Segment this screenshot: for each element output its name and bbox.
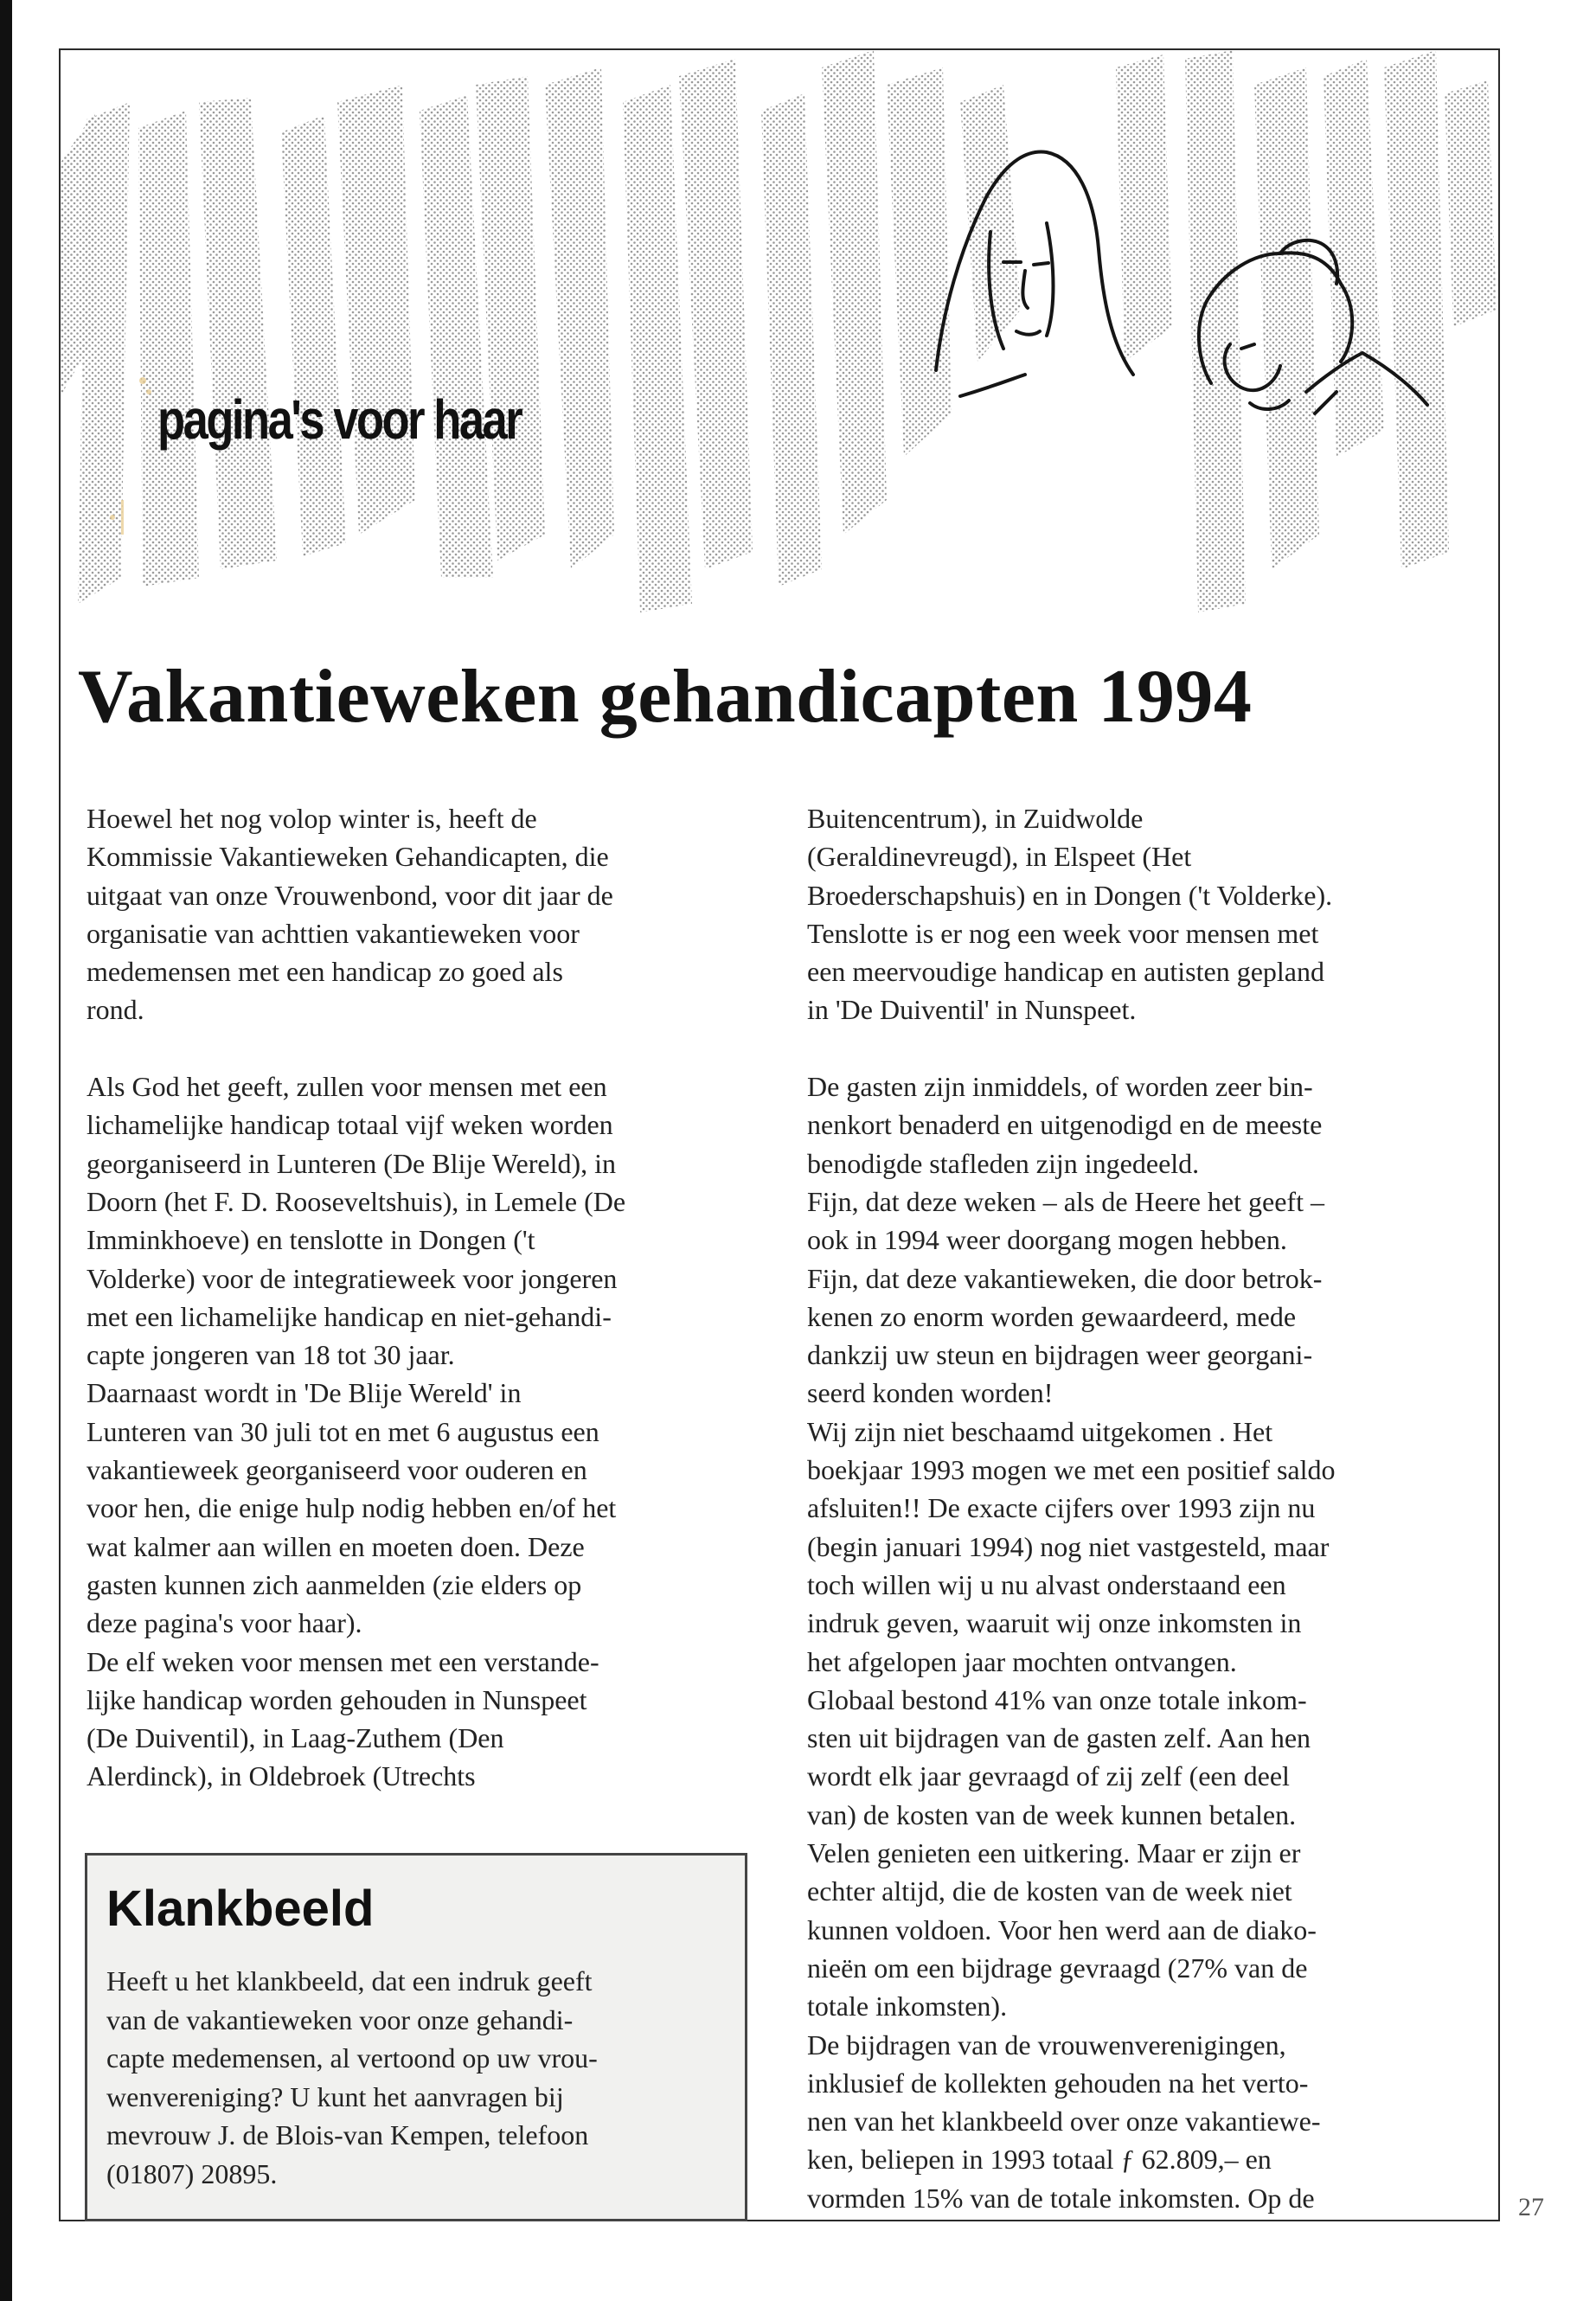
dotted-streaks [61, 50, 1497, 612]
text-line: lichamelijke handicap totaal vijf weken worden [87, 1109, 613, 1141]
klankbeeld-body [106, 1962, 729, 2193]
text-line: De bijdragen van de vrouwenverenigingen, [807, 2029, 1286, 2061]
text-line: vakantieweek georganiseerd voor ouderen en [87, 1454, 587, 1486]
text-line: indruk geven, waaruit wij onze inkomsten in [807, 1607, 1302, 1639]
klankbeeld-line: mevrouw J. de Blois-van Kempen, telefoon [106, 2119, 589, 2150]
text-line: totale inkomsten). [807, 1990, 1008, 2022]
text-line: (begin januari 1994) nog niet vastgesteld, maar [807, 1530, 1330, 1562]
text-line: sten uit bijdragen van de gasten zelf. Aan hen [807, 1722, 1311, 1754]
text-line: Kommissie Vakantieweken Gehandicapten, die [87, 841, 609, 873]
article-right-column [807, 799, 1473, 2217]
text-line: organisatie van achttien vakantieweken voor [87, 917, 580, 949]
text-line: Buitencentrum), in Zuidwolde [807, 803, 1144, 834]
klankbeeld-line: Heeft u het klankbeeld, dat een indruk geeft [106, 1965, 593, 1997]
text-line: medemensen met een handicap zo goed als [87, 956, 563, 988]
text-line: Fijn, dat deze weken – als de Heere het geeft – [807, 1185, 1324, 1217]
text-line: Als God het geeft, zullen voor mensen met een [87, 1071, 607, 1103]
text-line: vormden 15% van de totale inkomsten. Op de [807, 2182, 1315, 2214]
text-line: kenen zo enorm worden gewaardeerd, mede [807, 1300, 1297, 1332]
text-line: Broederschapshuis) en in Dongen ('t Volderke). [807, 879, 1333, 911]
binding-edge [0, 0, 12, 2301]
text-line: dankzij uw steun en bijdragen weer georgani- [807, 1339, 1313, 1371]
text-line: deze pagina's voor haar). [87, 1607, 362, 1639]
text-line: Tenslotte is er nog een week voor mensen met [807, 917, 1319, 949]
klankbeeld-title: Klankbeeld [106, 1881, 375, 1937]
text-line: nenkort benaderd en uitgenodigd en de meeste [807, 1109, 1323, 1141]
text-line: lijke handicap worden gehouden in Nunspeet [87, 1683, 587, 1715]
text-line: wordt elk jaar gevraagd of zij zelf (een deel [807, 1760, 1290, 1792]
text-line: Volderke) voor de integratieweek voor jongeren [87, 1262, 618, 1294]
text-line: van) de kosten van de week kunnen betalen. [807, 1798, 1297, 1830]
text-line: echter altijd, die de kosten van de week niet [807, 1875, 1292, 1907]
text-line: inklusief de kollekten gehouden na het verto- [807, 2067, 1309, 2099]
text-line: georganiseerd in Lunteren (De Blije Wereld), in [87, 1147, 617, 1179]
section-label: pagina's voor haar [157, 388, 522, 451]
text-line: boekjaar 1993 mogen we met een positief saldo [807, 1454, 1336, 1486]
text-line: gasten kunnen zich aanmelden (zie elders op [87, 1568, 582, 1600]
text-line: rond. [87, 994, 144, 1026]
text-line: capte jongeren van 18 tot 30 jaar. [87, 1339, 455, 1371]
klankbeeld-line: wenvereniging? U kunt het aanvragen bij [106, 2080, 564, 2112]
text-line: Doorn (het F. D. Rooseveltshuis), in Lemele (De [87, 1185, 626, 1217]
text-line: Velen genieten een uitkering. Maar er zijn er [807, 1837, 1301, 1869]
paragraph-break [807, 1029, 1473, 1067]
text-line: De elf weken voor mensen met een verstande- [87, 1645, 599, 1677]
page-number: 27 [1518, 2193, 1544, 2221]
text-line: (Geraldinevreugd), in Elspeet (Het [807, 841, 1192, 873]
article-left-column [87, 799, 753, 1796]
text-line: met een lichamelijke handicap en niet-gehandi- [87, 1300, 612, 1332]
text-line: toch willen wij u nu alvast onderstaand een [807, 1568, 1286, 1600]
text-line: een meervoudige handicap en autisten gepland [807, 956, 1324, 988]
text-line: Wij zijn niet beschaamd uitgekomen . Het [807, 1415, 1273, 1447]
article-title: Vakantieweken gehandicapten 1994 [78, 655, 1253, 739]
text-line: ook in 1994 weer doorgang mogen hebben. [807, 1224, 1287, 1256]
klankbeeld-line: capte medemensen, al vertoond op uw vrou- [106, 2042, 598, 2073]
text-line: Alerdinck), in Oldebroek (Utrechts [87, 1760, 476, 1792]
klankbeeld-box [85, 1853, 747, 2221]
text-line: Globaal bestond 41% van onze totale inkom- [807, 1683, 1307, 1715]
text-line: Fijn, dat deze vakantieweken, die door betrok- [807, 1262, 1323, 1294]
klankbeeld-line: van de vakantieweken voor onze gehandi- [106, 2003, 574, 2035]
text-line: benodigde stafleden zijn ingedeeld. [807, 1147, 1200, 1179]
paragraph-break [87, 1029, 753, 1067]
text-line: (De Duiventil), in Laag-Zuthem (Den [87, 1722, 504, 1754]
text-line: het afgelopen jaar mochten ontvangen. [807, 1645, 1237, 1677]
text-line: nieën om een bijdrage gevraagd (27% van de [807, 1952, 1308, 1984]
header-illustration [61, 50, 1498, 621]
text-line: uitgaat van onze Vrouwenbond, voor dit jaar de [87, 879, 613, 911]
text-line: in 'De Duiventil' in Nunspeet. [807, 994, 1137, 1026]
text-line: voor hen, die enige hulp nodig hebben en/of het [87, 1492, 617, 1524]
text-line: Imminkhoeve) en tenslotte in Dongen ('t [87, 1224, 535, 1256]
text-line: ken, beliepen in 1993 totaal ƒ 62.809,– en [807, 2144, 1272, 2176]
klankbeeld-line: (01807) 20895. [106, 2157, 278, 2189]
text-line: Hoewel het nog volop winter is, heeft de [87, 803, 537, 834]
text-line: seerd konden worden! [807, 1377, 1054, 1409]
text-line: Daarnaast wordt in 'De Blije Wereld' in [87, 1377, 522, 1409]
text-line: nen van het klankbeeld over onze vakantiewe- [807, 2106, 1321, 2138]
text-line: De gasten zijn inmiddels, of worden zeer bin- [807, 1071, 1313, 1103]
text-line: wat kalmer aan willen en moeten doen. Deze [87, 1530, 585, 1562]
text-line: afsluiten!! De exacte cijfers over 1993 zijn nu [807, 1492, 1316, 1524]
text-line: kunnen voldoen. Voor hen werd aan de diako- [807, 1913, 1317, 1945]
text-line: Lunteren van 30 juli tot en met 6 augustus een [87, 1415, 599, 1447]
